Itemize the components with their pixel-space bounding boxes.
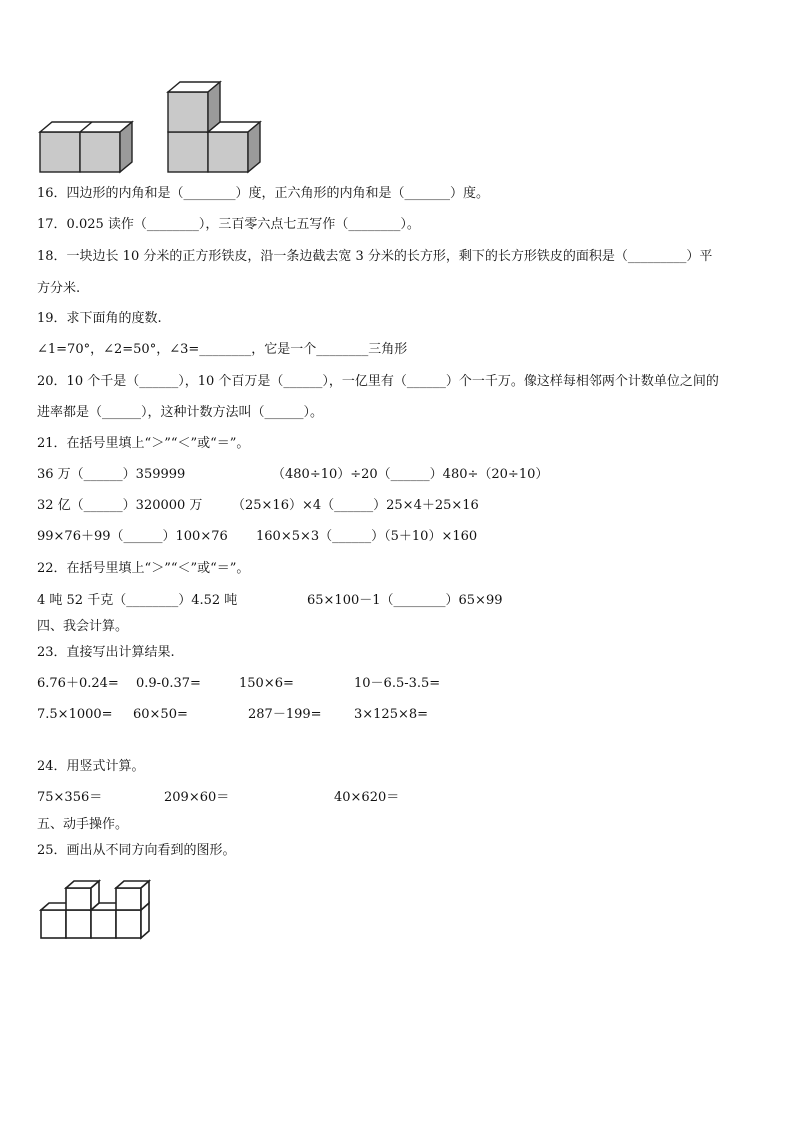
q23-row-2-item-4: 3×125×8= bbox=[354, 707, 429, 722]
question-20-line-2: 进率都是（______），这种计数方法叫（______）。 bbox=[37, 405, 324, 420]
q21-row-3-right: 160×5×3（______）（5＋10）×160 bbox=[256, 529, 478, 544]
q23-row-1-item-3: 150×6= bbox=[239, 676, 294, 691]
cube-figure-top bbox=[38, 84, 278, 174]
q24-item-3: 40×620＝ bbox=[334, 790, 400, 805]
question-19-body: ∠1=70°，∠2=50°，∠3=________，它是一个________三角形 bbox=[37, 342, 408, 357]
section-5-heading: 五、动手操作。 bbox=[37, 817, 129, 832]
question-18-line-2: 方分米. bbox=[37, 281, 81, 296]
q23-row-1-item-2: 0.9-0.37= bbox=[136, 676, 201, 691]
q21-row-3-left: 99×76＋99（______）100×76 bbox=[37, 529, 228, 544]
question-20-line-1: 20．10 个千是（______），10 个百万是（______），一亿里有（______）个一千万。像这样每相邻两个计数单位之间的 bbox=[37, 374, 719, 389]
question-17: 17．0.025 读作（________），三百零六点七五写作（________）。 bbox=[37, 217, 420, 232]
q22-left: 4 吨 52 千克（________）4.52 吨 bbox=[37, 593, 238, 608]
q23-row-2-item-1: 7.5×1000= bbox=[37, 707, 113, 722]
q21-row-2-left: 32 亿（______）320000 万 bbox=[37, 498, 203, 513]
question-22-title: 22．在括号里填上“＞”“＜”或“＝”。 bbox=[37, 561, 250, 576]
q21-row-1-left: 36 万（______）359999 bbox=[37, 467, 186, 482]
question-19-title: 19．求下面角的度数. bbox=[37, 311, 162, 326]
q21-row-1-right: （480÷10）÷20（______）480÷（20÷10） bbox=[272, 467, 549, 482]
q23-row-1-item-1: 6.76＋0.24= bbox=[37, 676, 119, 691]
q23-row-1-item-4: 10－6.5-3.5= bbox=[354, 676, 441, 691]
cube-figure-bottom bbox=[40, 878, 160, 942]
q22-right: 65×100－1（________）65×99 bbox=[307, 593, 503, 608]
question-23-title: 23．直接写出计算结果. bbox=[37, 645, 175, 660]
question-21-title: 21．在括号里填上“＞”“＜”或“＝”。 bbox=[37, 436, 250, 451]
question-24-title: 24．用竖式计算。 bbox=[37, 759, 145, 774]
q23-row-2-item-3: 287－199= bbox=[248, 707, 322, 722]
question-16: 16．四边形的内角和是（________）度，正六角形的内角和是（_______）度。 bbox=[37, 186, 490, 201]
question-18-line-1: 18．一块边长 10 分米的正方形铁皮，沿一条边截去宽 3 分米的长方形，剩下的长方形铁皮的面积是（_________）平 bbox=[37, 249, 713, 264]
q24-item-2: 209×60＝ bbox=[164, 790, 230, 805]
q24-item-1: 75×356＝ bbox=[37, 790, 103, 805]
section-4-heading: 四、我会计算。 bbox=[37, 619, 129, 634]
question-25-title: 25．画出从不同方向看到的图形。 bbox=[37, 843, 236, 858]
q21-row-2-right: （25×16）×4（______）25×4＋25×16 bbox=[232, 498, 479, 513]
q23-row-2-item-2: 60×50= bbox=[133, 707, 188, 722]
